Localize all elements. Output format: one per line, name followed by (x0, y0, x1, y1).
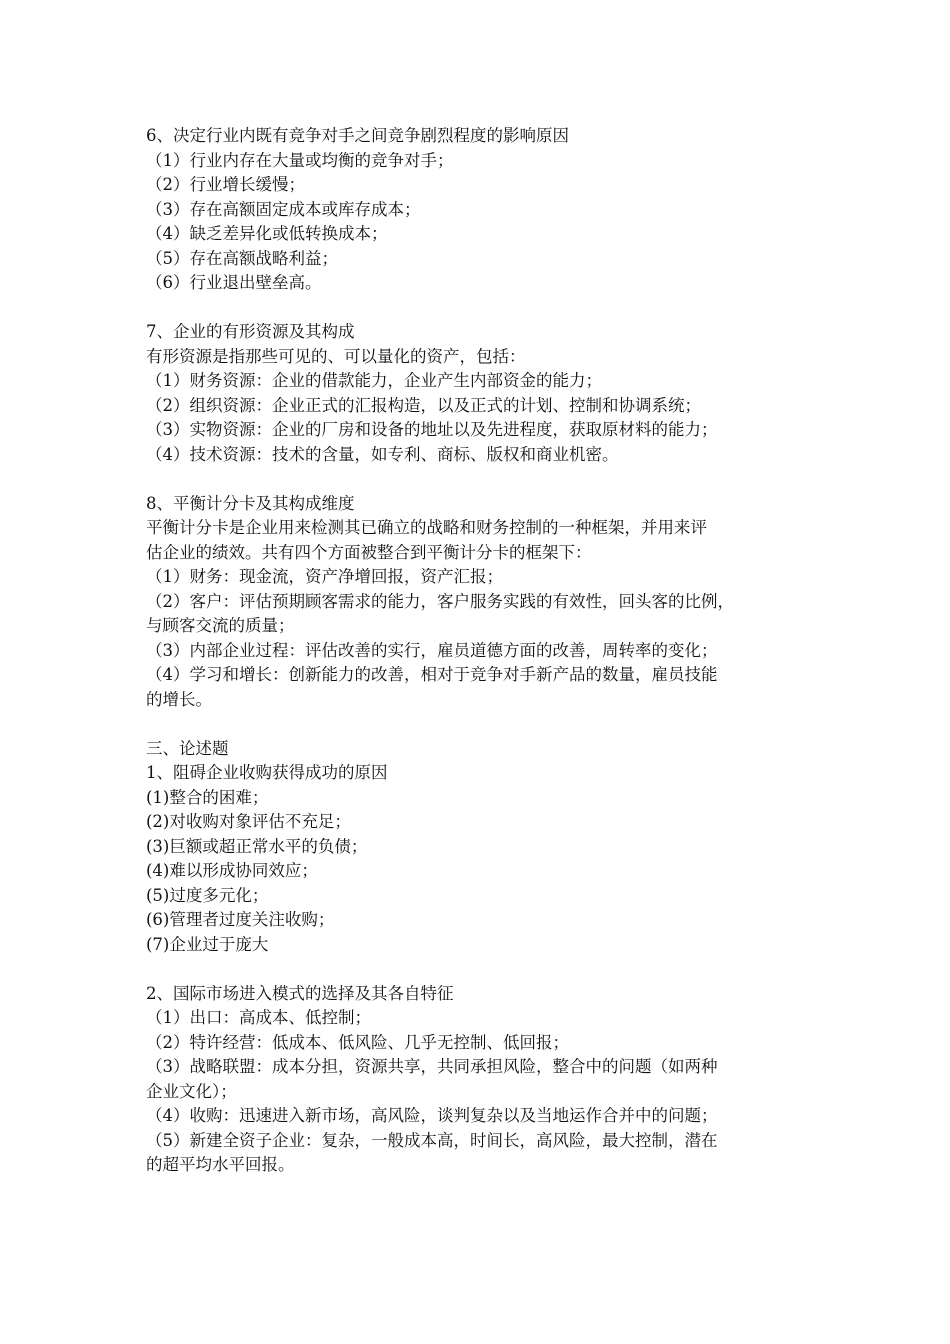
list-item: (2)对收购对象评估不充足； (146, 812, 351, 831)
list-item: (3)巨额或超正常水平的负债； (146, 836, 368, 856)
list-item: （4）收购：迅速进入新市场，高风险，谈判复杂以及当地运作合并中的问题； (146, 1106, 718, 1125)
section-heading: 7、企业的有形资源及其构成 (146, 322, 355, 341)
paragraph-line: 平衡计分卡是企业用来检测其已确立的战略和财务控制的一种框架，并用来评 (146, 518, 707, 537)
list-item: （2）行业增长缓慢； (146, 175, 305, 194)
list-item: （2）组织资源：企业正式的汇报构造，以及正式的计划、控制和协调系统； (146, 395, 701, 415)
list-item: （1）出口：高成本、低控制； (146, 1008, 371, 1027)
list-item: （1）行业内存在大量或均衡的竞争对手； (146, 150, 454, 170)
list-item: （4）技术资源：技术的含量，如专利、商标、版权和商业机密。 (146, 444, 619, 464)
list-item: （5）新建全资子企业：复杂，一般成本高，时间长，高风险，最大控制，潜在 (146, 1130, 718, 1150)
list-item: （3）内部企业过程：评估改善的实行，雇员道德方面的改善，周转率的变化； (146, 640, 718, 660)
list-item: （2）客户：评估预期顾客需求的能力，客户服务实践的有效性，回头客的比例， (146, 591, 734, 611)
part-heading: 三、论述题 (146, 738, 229, 758)
list-item: (1)整合的困难； (146, 787, 269, 807)
list-item: （6）行业退出壁垒高。 (146, 273, 322, 292)
list-item: （3）存在高额固定成本或库存成本； (146, 199, 421, 219)
list-item: （1）财务：现金流，资产净增回报，资产汇报； (146, 567, 503, 586)
paragraph-line: 估企业的绩效。共有四个方面被整合到平衡计分卡的框架下： (146, 542, 592, 562)
section-acquisition-failure (146, 737, 826, 958)
section-heading: 6、决定行业内既有竞争对手之间竞争剧烈程度的影响原因 (146, 126, 569, 145)
section-competition-intensity (146, 124, 826, 296)
list-item: (6)管理者过度关注收购； (146, 910, 335, 929)
list-item: （4）学习和增长：创新能力的改善，相对于竞争对手新产品的数量，雇员技能 (146, 665, 718, 684)
paragraph-line: 有形资源是指那些可见的、可以量化的资产，包括： (146, 346, 526, 366)
paragraph-gap (146, 296, 826, 321)
list-item: （3）实物资源：企业的厂房和设备的地址以及先进程度，获取原材料的能力； (146, 420, 718, 439)
list-item: （5）存在高额战略利益； (146, 248, 338, 268)
section-balanced-scorecard (146, 492, 826, 713)
list-item: （4）缺乏差异化或低转换成本； (146, 224, 388, 243)
list-item-continuation: 的超平均水平回报。 (146, 1155, 295, 1174)
document-page (146, 124, 826, 1178)
section-heading: 8、平衡计分卡及其构成维度 (146, 493, 355, 513)
list-item: （3）战略联盟：成本分担，资源共享，共同承担风险，整合中的问题（如两种 (146, 1057, 718, 1076)
list-item: (7)企业过于庞大 (146, 934, 269, 954)
list-item: (4)难以形成协同效应； (146, 861, 318, 880)
list-item: （1）财务资源：企业的借款能力，企业产生内部资金的能力； (146, 371, 602, 390)
list-item: （2）特许经营：低成本、低风险、几乎无控制、低回报； (146, 1032, 569, 1052)
paragraph-gap (146, 957, 826, 982)
list-item-continuation: 企业文化）； (146, 1081, 237, 1101)
section-market-entry-modes (146, 982, 826, 1178)
list-item-continuation: 与顾客交流的质量； (146, 616, 295, 635)
list-item-continuation: 的增长。 (146, 689, 212, 709)
paragraph-gap (146, 467, 826, 492)
paragraph-gap (146, 712, 826, 737)
section-tangible-resources (146, 320, 826, 467)
section-heading: 2、国际市场进入模式的选择及其各自特征 (146, 983, 454, 1003)
list-item: (5)过度多元化； (146, 885, 269, 905)
section-heading: 1、阻碍企业收购获得成功的原因 (146, 763, 388, 782)
